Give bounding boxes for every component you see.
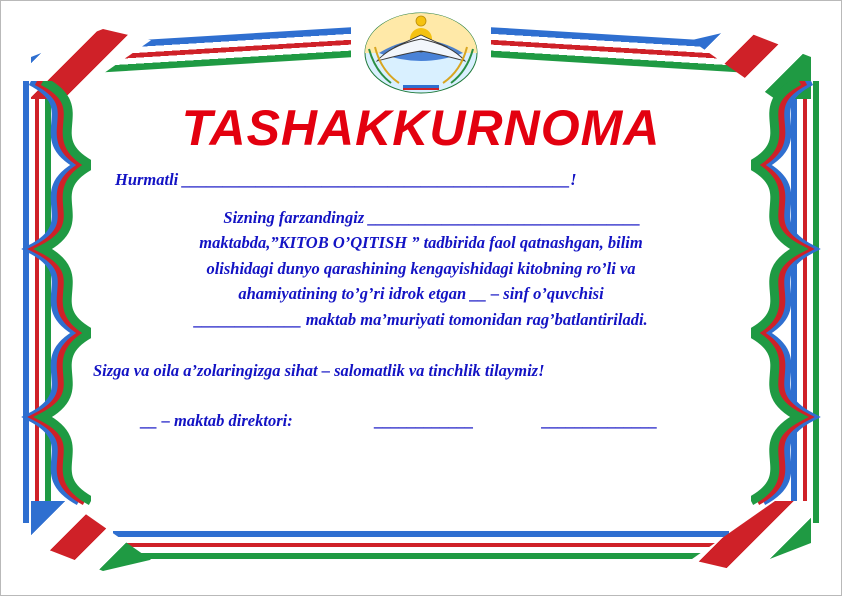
signature-blank-2: ______________	[542, 410, 658, 430]
wish-line: Sizga va oila a’zolaringizga sihat – salomatlik va tinchlik tilaymiz!	[93, 361, 545, 381]
ribbon-scallop-left	[21, 81, 91, 521]
body-line-1-blank: _________________________________	[368, 207, 641, 227]
ribbon-scallop-right	[751, 81, 821, 521]
body-line-1-text: Sizning farzandingiz	[223, 207, 365, 227]
body-line-2: maktabda,”KITOB O’QITISH ” tadbirida faol qatnashgan, bilim	[199, 233, 643, 253]
body-line-5-blank: _____________	[194, 309, 302, 329]
body-line-4: ahamiyatining to’g’ri idrok etgan __ – sinf o’quvchisi	[238, 284, 604, 304]
body-line-1	[93, 205, 749, 231]
certificate-content	[93, 93, 749, 525]
signature-label: __ – maktab direktori:	[141, 410, 293, 430]
body-line-3: olishidagi dunyo qarashining kengayishidagi kitobning ro’li va	[206, 258, 636, 278]
greeting-end: !	[570, 170, 577, 189]
body-line-5-text: maktab ma’muriyati tomonidan rag’batlantiriladi.	[305, 309, 648, 329]
greeting-label: Hurmatli	[115, 170, 179, 189]
signature-line	[93, 408, 749, 434]
uzbekistan-state-emblem-icon	[359, 9, 483, 95]
page-title: TASHAKKURNOMA	[181, 100, 661, 156]
signature-blank-1: ____________	[374, 410, 474, 430]
greeting-line	[93, 167, 749, 193]
body-line-5	[93, 307, 749, 333]
body-paragraph	[93, 205, 749, 333]
ribbon-band-bottom	[113, 531, 729, 559]
greeting-blank: _______________________________________________	[182, 170, 571, 189]
